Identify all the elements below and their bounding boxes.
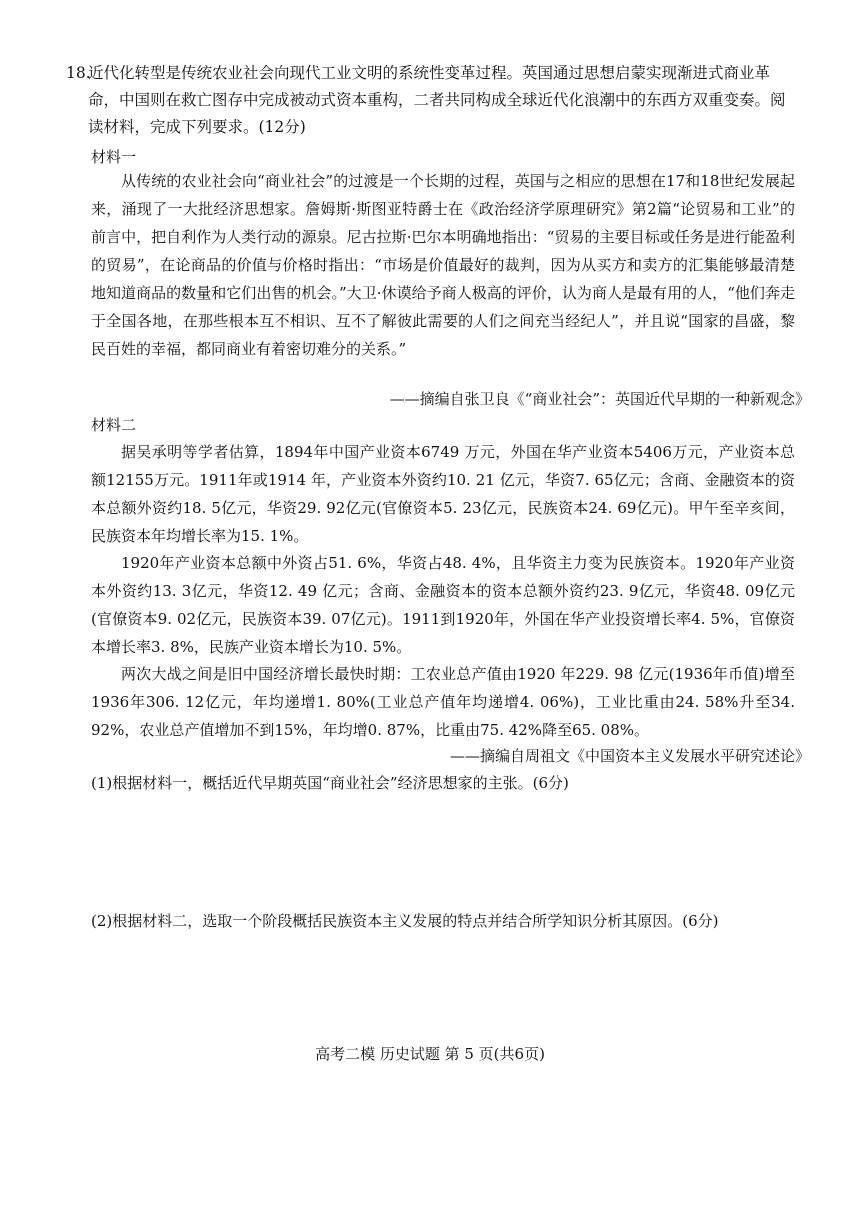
sub-question-1: (1)根据材料一，概括近代早期英国“商业社会”经济思想家的主张。(6分)	[91, 774, 569, 792]
material-1-source: ——摘编自张卫良《“商业社会”：英国近代早期的一种新观念》	[389, 390, 810, 408]
material-2-paragraph-2: 1920年产业资本总额中外资占51. 6%，华资占48. 4%，且华资主力变为民族资本。1920年产业资本外资约13. 3亿元，华资12. 49 亿元；含商、金融资本的资本总额外资约23. 9亿元，华资48. 09亿元(官僚资本9. 02亿元，民族资本39. 07亿元)。1911到1920年，外国在华产业投资增长率4. 5%，官僚资本增长率3. 8%，民族产业资本增长为10. 5%。	[91, 554, 795, 656]
material-2-paragraph-3: 两次大战之间是旧中国经济增长最快时期：工农业总产值由1920 年229. 98 亿元(1936年币值)增至1936年306. 12亿元，年均递增1. 80%(工业总产值年均递增4. 06%)，工业比重由24. 58%升至34. 92%，农业总产值增加不到15%，年均增0. 87%，比重由75. 42%降至65. 08%。	[91, 665, 795, 739]
question-number: 18.	[66, 64, 91, 82]
page-footer: 高考二模 历史试题 第 5 页(共6页)	[315, 1045, 545, 1063]
material-2-source: ——摘编自周祖文《中国资本主义发展水平研究述论》	[449, 747, 810, 765]
question-stem	[66, 60, 800, 141]
material-1-label: 材料一	[91, 148, 137, 166]
sub-question-2: (2)根据材料二，选取一个阶段概括民族资本主义发展的特点并结合所学知识分析其原因。(6分)	[91, 912, 719, 930]
question-stem-text: 近代化转型是传统农业社会向现代工业文明的系统性变革过程。英国通过思想启蒙实现渐进式商业革命，中国则在救亡图存中完成被动式资本重构，二者共同构成全球近代化浪潮中的东西方双重变奏。阅读材料，完成下列要求。(12分)	[88, 64, 786, 136]
material-2-paragraph-1: 据吴承明等学者估算，1894年中国产业资本6749 万元，外国在华产业资本5406万元，产业资本总额12155万元。1911年或1914 年，产业资本外资约10. 21 亿元，华资7. 65亿元；含商、金融资本的资本总额外资约18. 5亿元，华资29. 92亿元(官僚资本5. 23亿元，民族资本24. 69亿元)。甲午至辛亥间，民族资本年均增长率为15. 1%。	[91, 443, 795, 545]
material-1-text: 从传统的农业社会向“商业社会”的过渡是一个长期的过程，英国与之相应的思想在17和18世纪发展起来，涌现了一大批经济思想家。詹姆斯·斯图亚特爵士在《政治经济学原理研究》第2篇“论贸易和工业”的前言中，把自利作为人类行动的源泉。尼古拉斯·巴尔本明确地指出：“贸易的主要目标或任务是进行能盈利的贸易”，在论商品的价值与价格时指出：“市场是价值最好的裁判，因为从买方和卖方的汇集能够最清楚地知道商品的数量和它们出售的机会。”大卫·休谟给予商人极高的评价，认为商人是最有用的人，“他们奔走于全国各地，在那些根本互不相识、互不了解彼此需要的人们之间充当经纪人”，并且说“国家的昌盛，黎民百姓的幸福，都同商业有着密切难分的关系。”	[91, 172, 795, 358]
material-2-label: 材料二	[91, 416, 137, 434]
